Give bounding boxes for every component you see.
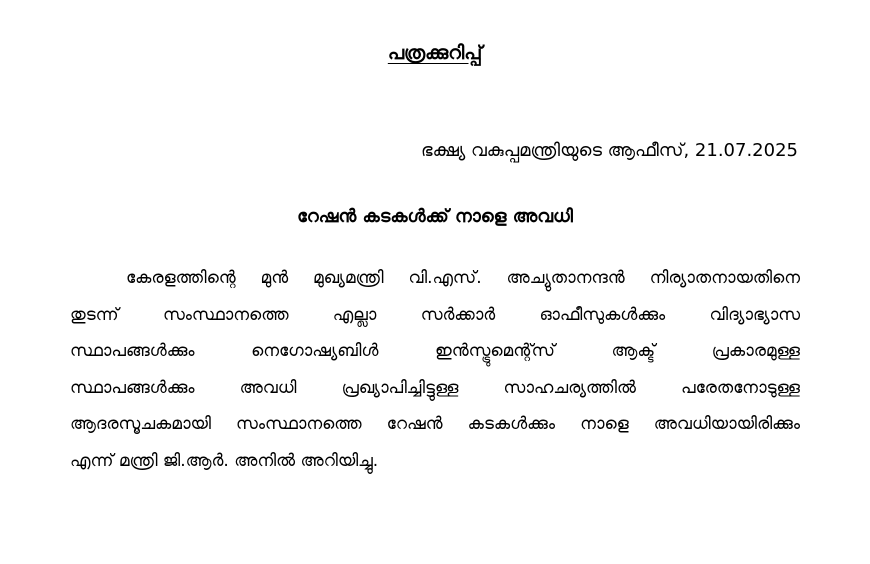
body-line: സ്ഥാപങ്ങൾക്കും നെഗോഷ്യബിൾ ഇൻസ്ട്രുമെന്റ്സ് ആക്ട് പ്രകാരമുള്ള [70,341,800,361]
body-line: ആദരസൂചകമായി സംസ്ഥാനത്തെ റേഷൻ കടകൾക്കും നാളെ അവധിയായിരിക്കും [70,414,800,434]
press-release-body [70,260,800,479]
body-line: എന്ന് മന്ത്രി ജി.ആർ. അനിൽ അറിയിച്ചു. [70,450,379,471]
document-title: പത്രക്കുറിപ്പ് [387,42,483,64]
press-release-headline: റേഷൻ കടകൾക്ക് നാളെ അവധി [297,206,573,227]
body-line: സ്ഥാപങ്ങൾക്കും അവധി പ്രഖ്യാപിച്ചിട്ടുള്ള സാഹചര്യത്തിൽ പരേതനോടുള്ള [70,377,800,398]
office-and-date: ഭക്ഷ്യ വകുപ്പമന്ത്രിയുടെ ആഫീസ്, 21.07.2025 [420,140,798,161]
body-line: തുടന്ന് സംസ്ഥാനത്തെ എല്ലാ സർക്കാർ ഓഫീസുകൾക്കും വിദ്യാഭ്യാസ [70,304,800,325]
body-line: കേരളത്തിന്റെ മുൻ മുഖ്യമന്ത്രി വി.എസ്. അച്യുതാനന്ദൻ നിര്യാതനായതിനെ [126,268,800,288]
